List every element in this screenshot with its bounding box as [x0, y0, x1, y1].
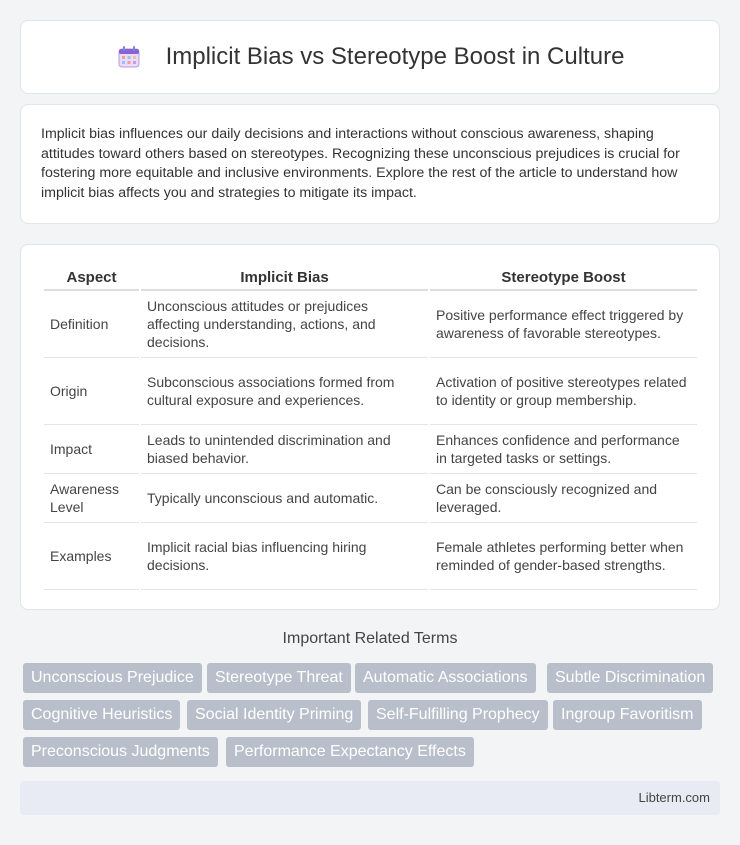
- table-row: [44, 523, 697, 590]
- calendar-icon: [116, 44, 142, 70]
- intro-paragraph: Implicit bias influences our daily decisions and interactions without conscious awareness, shaping attitudes toward others based on stereotypes. Recognizing these unconscious prejudices is crucial for fostering more equitable and inclusive environments. Explore the rest of the article to understand how implicit bias affects you and strategies to mitigate its impact.: [41, 126, 680, 201]
- related-term-tag[interactable]: Stereotype Threat: [207, 663, 351, 693]
- intro-card: [20, 104, 720, 224]
- related-term-tag[interactable]: Preconscious Judgments: [23, 737, 218, 767]
- table-cell-aspect: Examples: [44, 523, 139, 590]
- table-row: [44, 358, 697, 425]
- table-row: [44, 474, 697, 523]
- column-header-stereotype-boost: Stereotype Boost: [430, 265, 697, 291]
- comparison-table: [42, 265, 699, 590]
- table-row: [44, 291, 697, 358]
- related-terms-title: Important Related Terms: [282, 630, 458, 647]
- table-cell-implicit-bias: Typically unconscious and automatic.: [141, 474, 428, 523]
- table-cell-stereotype-boost: Enhances confidence and performance in targeted tasks or settings.: [430, 425, 697, 474]
- related-term-tag[interactable]: Subtle Discrimination: [547, 663, 713, 693]
- table-cell-stereotype-boost: Activation of positive stereotypes related to identity or group membership.: [430, 358, 697, 425]
- related-term-tag[interactable]: Cognitive Heuristics: [23, 700, 180, 730]
- table-cell-stereotype-boost: Positive performance effect triggered by awareness of favorable stereotypes.: [430, 291, 697, 358]
- table-cell-implicit-bias: Implicit racial bias influencing hiring decisions.: [141, 523, 428, 590]
- footer: [20, 781, 720, 815]
- table-cell-implicit-bias: Subconscious associations formed from cultural exposure and experiences.: [141, 358, 428, 425]
- footer-site-link[interactable]: Libterm.com: [638, 790, 710, 805]
- header-card: [20, 20, 720, 94]
- table-header-row: [44, 265, 697, 291]
- table-cell-aspect: Impact: [44, 425, 139, 474]
- column-header-implicit-bias: Implicit Bias: [141, 265, 428, 291]
- table-cell-aspect: Awareness Level: [44, 474, 139, 523]
- related-term-tag[interactable]: Social Identity Priming: [187, 700, 361, 730]
- column-header-aspect: Aspect: [44, 265, 139, 291]
- related-term-tag[interactable]: Performance Expectancy Effects: [226, 737, 474, 767]
- related-term-tag[interactable]: Ingroup Favoritism: [553, 700, 702, 730]
- table-row: [44, 425, 697, 474]
- related-term-tag[interactable]: Self-Fulfilling Prophecy: [368, 700, 548, 730]
- page-title: Implicit Bias vs Stereotype Boost in Culture: [165, 43, 625, 70]
- related-term-tag[interactable]: Automatic Associations: [355, 663, 536, 693]
- table-cell-aspect: Definition: [44, 291, 139, 358]
- table-cell-aspect: Origin: [44, 358, 139, 425]
- table-cell-implicit-bias: Leads to unintended discrimination and biased behavior.: [141, 425, 428, 474]
- table-cell-implicit-bias: Unconscious attitudes or prejudices affecting understanding, actions, and decisions.: [141, 291, 428, 358]
- table-cell-stereotype-boost: Female athletes performing better when reminded of gender-based strengths.: [430, 523, 697, 590]
- comparison-table-card: [20, 244, 720, 610]
- table-cell-stereotype-boost: Can be consciously recognized and leveraged.: [430, 474, 697, 523]
- related-term-tag[interactable]: Unconscious Prejudice: [23, 663, 202, 693]
